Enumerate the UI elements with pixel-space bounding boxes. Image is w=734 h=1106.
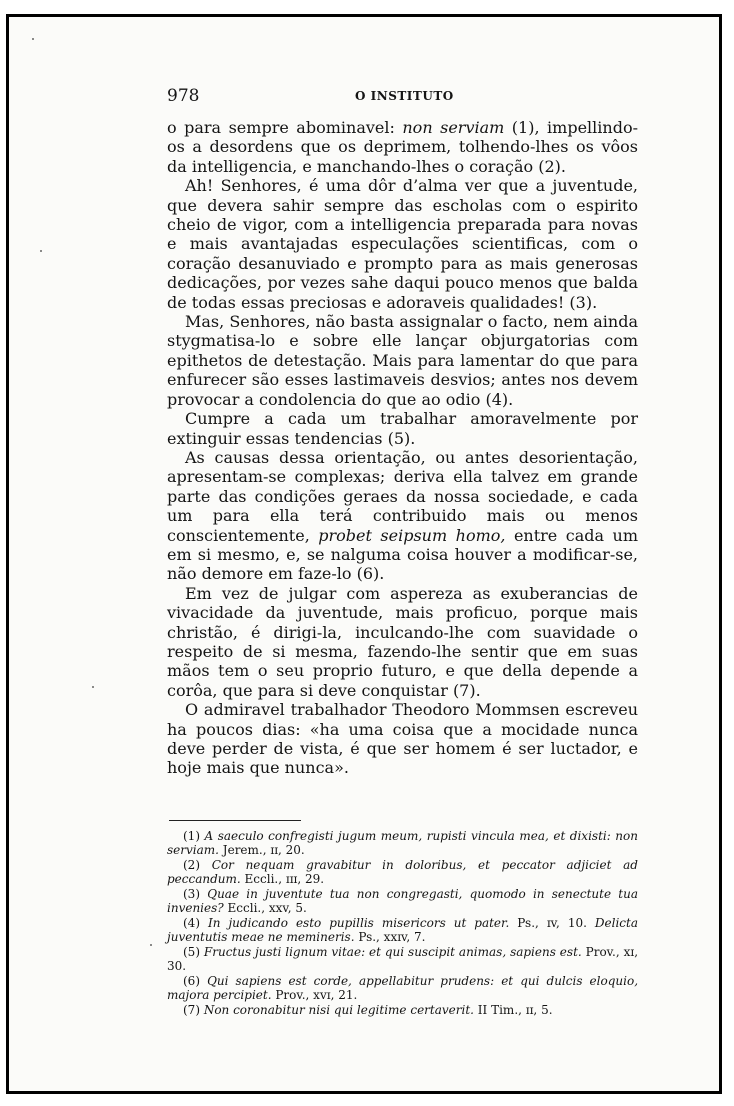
paragraph bbox=[167, 584, 638, 700]
text-run: Prov., xvɪ, 21. bbox=[271, 988, 358, 1003]
text-run: Prov., xɪ, 30. bbox=[167, 944, 639, 974]
text-run: Eccli., ɪɪɪ, 29. bbox=[240, 872, 325, 887]
italic-phrase: Delicta juventutis meae ne memineris. bbox=[167, 915, 639, 945]
text-run: Eccli., xxv, 5. bbox=[223, 901, 307, 916]
italic-phrase: Qui sapiens est corde, appellabitur prudens: et qui dulcis eloquio, majora percipiet. bbox=[167, 973, 639, 1003]
text-run: (7) bbox=[183, 1002, 204, 1017]
italic-phrase: probet seipsum homo, bbox=[318, 525, 506, 545]
text-run: o para sempre abominavel: bbox=[167, 118, 403, 137]
italic-phrase: A saeculo confregisti jugum meum, rupisti vincula mea, et dixisti: non serviam. bbox=[167, 828, 638, 858]
text-run: O admiravel trabalhador Theodoro Mommsen escreveu ha poucos dias: «ha uma coisa que a mocidade nunca deve perder de vista, é que ser homem é ser luctador, e hoje mais que nunca». bbox=[167, 700, 638, 778]
paragraph bbox=[167, 312, 638, 409]
text-run: (5) bbox=[183, 944, 204, 959]
text-run: (3) bbox=[183, 886, 208, 901]
text-run: (6) bbox=[183, 973, 208, 988]
text-run: Ps., ɪv, 10. bbox=[509, 915, 595, 930]
paragraph bbox=[167, 700, 638, 778]
footnote-rule bbox=[169, 820, 301, 821]
footnote bbox=[167, 1003, 638, 1018]
text-run: Ps., xxɪv, 7. bbox=[354, 930, 426, 945]
text-run: Mas, Senhores, não basta assignalar o facto, nem ainda stygmatisa-lo e sobre elle lançar objurgatorias com epithetos de detestação. Mais para lamentar do que para enfurecer são esses lastimaveis desvios; antes nos devem provocar a condolencia do que ao odio (4). bbox=[167, 312, 638, 409]
text-run: II Tim., ɪɪ, 5. bbox=[473, 1002, 553, 1017]
scan-speck bbox=[40, 250, 42, 252]
page-header bbox=[167, 86, 638, 110]
italic-phrase: Quae in juventute tua non congregasti, quomodo in senectute tua invenies? bbox=[167, 886, 638, 916]
text-run: entre cada um em si mesmo, e, se nalguma coisa houver a modificar-se, não demore em faze-lo (6). bbox=[167, 525, 638, 584]
text-run: (4) bbox=[183, 915, 208, 930]
paragraph bbox=[167, 409, 638, 448]
text-run: Cumpre a cada um trabalhar amoravelmente por extinguir essas tendencias (5). bbox=[167, 409, 638, 448]
text-run: (1), impellindo-os a desordens que os deprimem, tolhendo-lhes os vôos da intelligencia, e manchando-lhes o coração (2). bbox=[167, 118, 638, 176]
italic-phrase: non serviam bbox=[402, 118, 505, 137]
footnote bbox=[167, 887, 638, 916]
text-run: (1) bbox=[183, 828, 205, 843]
italic-phrase: In judicando esto pupillis misericors ut pater. bbox=[208, 915, 510, 930]
text-run: Ah! Senhores, é uma dôr d’alma ver que a juventude, que devera sahir sempre das escholas com o espirito cheio de vigor, com a intelligencia preparada para novas e mais avantajadas especulações scientificas, com o coração desanuviado e prompto para as mais generosas dedicações, por vezes sahe daqui pouco menos que balda de todas essas preciosas e adoraveis qualidades! (3). bbox=[167, 176, 638, 312]
scan-speck bbox=[150, 944, 152, 946]
footnote bbox=[167, 974, 638, 1003]
scan-speck bbox=[32, 38, 34, 40]
paragraph bbox=[167, 448, 638, 584]
footnote bbox=[167, 829, 638, 858]
text-run: Jerem., ɪɪ, 20. bbox=[218, 843, 305, 858]
footnotes bbox=[167, 829, 638, 1018]
running-title: O INSTITUTO bbox=[355, 89, 454, 103]
paragraph bbox=[167, 118, 638, 176]
book-page bbox=[167, 86, 638, 1017]
footnote bbox=[167, 945, 638, 974]
scan-speck bbox=[92, 686, 94, 688]
italic-phrase: Fructus justi lignum vitae: et qui suscipit animas, sapiens est. bbox=[203, 944, 582, 959]
footnote bbox=[167, 916, 638, 945]
text-run: (2) bbox=[183, 857, 212, 872]
italic-phrase: Non coronabitur nisi qui legitime certaverit. bbox=[203, 1002, 474, 1017]
body-text bbox=[167, 118, 638, 778]
paragraph bbox=[167, 176, 638, 312]
page-number: 978 bbox=[167, 86, 200, 106]
footnote bbox=[167, 858, 638, 887]
text-run: Em vez de julgar com aspereza as exuberancias de vivacidade da juventude, mais proficuo, porque mais christão, é dirigi-la, inculcando-lhe com suavidade o respeito de si mesma, fazendo-lhe sentir que em suas mãos tem o seu proprio futuro, e que della depende a corôa, que para si deve conquistar (7). bbox=[167, 583, 638, 700]
italic-phrase: Cor nequam gravabitur in doloribus, et peccator adjiciet ad peccandum. bbox=[167, 857, 638, 887]
text-run: As causas dessa orientação, ou antes desorientação, apresentam-se complexas; deriva ella talvez em grande parte das condições geraes da nossa sociedade, e cada um para ella terá contribuido mais ou menos conscientemente, bbox=[167, 447, 638, 545]
